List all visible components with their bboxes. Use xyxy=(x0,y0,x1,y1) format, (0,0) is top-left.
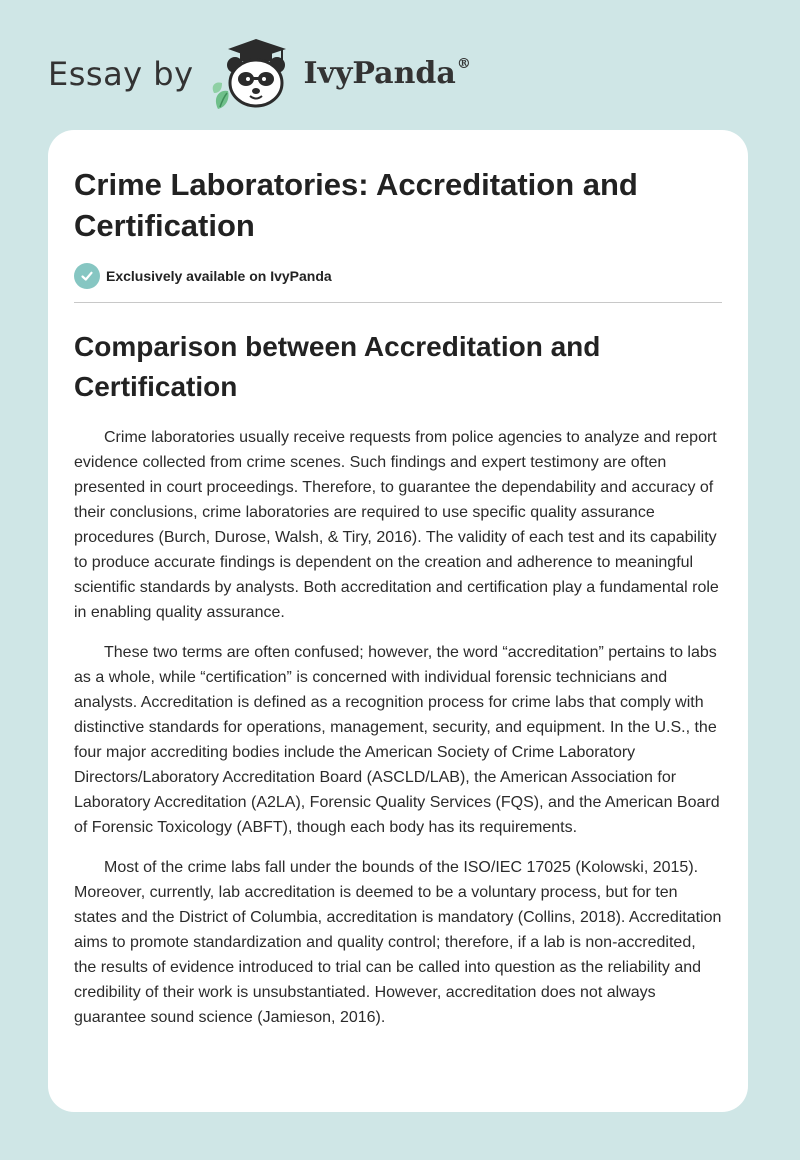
registered-mark: ® xyxy=(456,56,471,72)
brand-name[interactable]: IvyPanda® xyxy=(303,56,471,91)
site-header xyxy=(48,34,471,114)
page-title: Crime Laboratories: Accreditation and Certification xyxy=(74,167,638,243)
paragraph: Crime laboratories usually receive requests from police agencies to analyze and report evidence collected from crime scenes. Such findings and expert testimony are often presented in court proceedings. Therefore, to guarantee the dependability and accuracy of their conclusions, crime laboratories are required to use specific quality assurance procedures (Burch, Durose, Walsh, & Tiry, 2016). The validity of each test and its capability to produce accurate findings is dependent on the creation and adherence to meaningful scientific standards by analysts. Both accreditation and certification play a fundamental role in enabling quality assurance. xyxy=(74,429,719,621)
ivypanda-panda-logo-icon[interactable] xyxy=(208,37,300,111)
essay-by-label: Essay by xyxy=(48,55,194,93)
paragraph: These two terms are often confused; however, the word “accreditation” pertains to labs as a whole, while “certification” is concerned with individual forensic technicians and analysts. Accreditation is defined as a recognition process for crime labs that comply with distinctive standards for operations, management, security, and equipment. In the U.S., the four major accrediting bodies include the American Society of Crime Laboratory Directors/Laboratory Accreditation Board (ASCLD/LAB), the American Association for Laboratory Accreditation (A2LA), Forensic Quality Services (FQS), and the American Board of Forensic Toxicology (ABFT), though each body has its requirements. xyxy=(74,644,720,836)
section-heading: Comparison between Accreditation and Certification xyxy=(74,331,601,402)
paragraph: Most of the crime labs fall under the bounds of the ISO/IEC 17025 (Kolowski, 2015). Moreover, currently, lab accreditation is deemed to be a voluntary process, but for ten states and the District of Columbia, accreditation is mandatory (Collins, 2018). Accreditation aims to promote standardization and quality control; therefore, if a lab is non-accredited, the results of evidence introduced to trial can be called into question as the reliability and credibility of their work is unsubstantiated. However, accreditation does not always guarantee sound science (Jamieson, 2016). xyxy=(74,859,722,1026)
checkmark-icon xyxy=(74,263,100,289)
exclusive-badge xyxy=(74,262,722,290)
divider xyxy=(74,302,722,303)
essay-card xyxy=(48,130,748,1112)
exclusive-label: Exclusively available on IvyPanda xyxy=(106,268,332,284)
